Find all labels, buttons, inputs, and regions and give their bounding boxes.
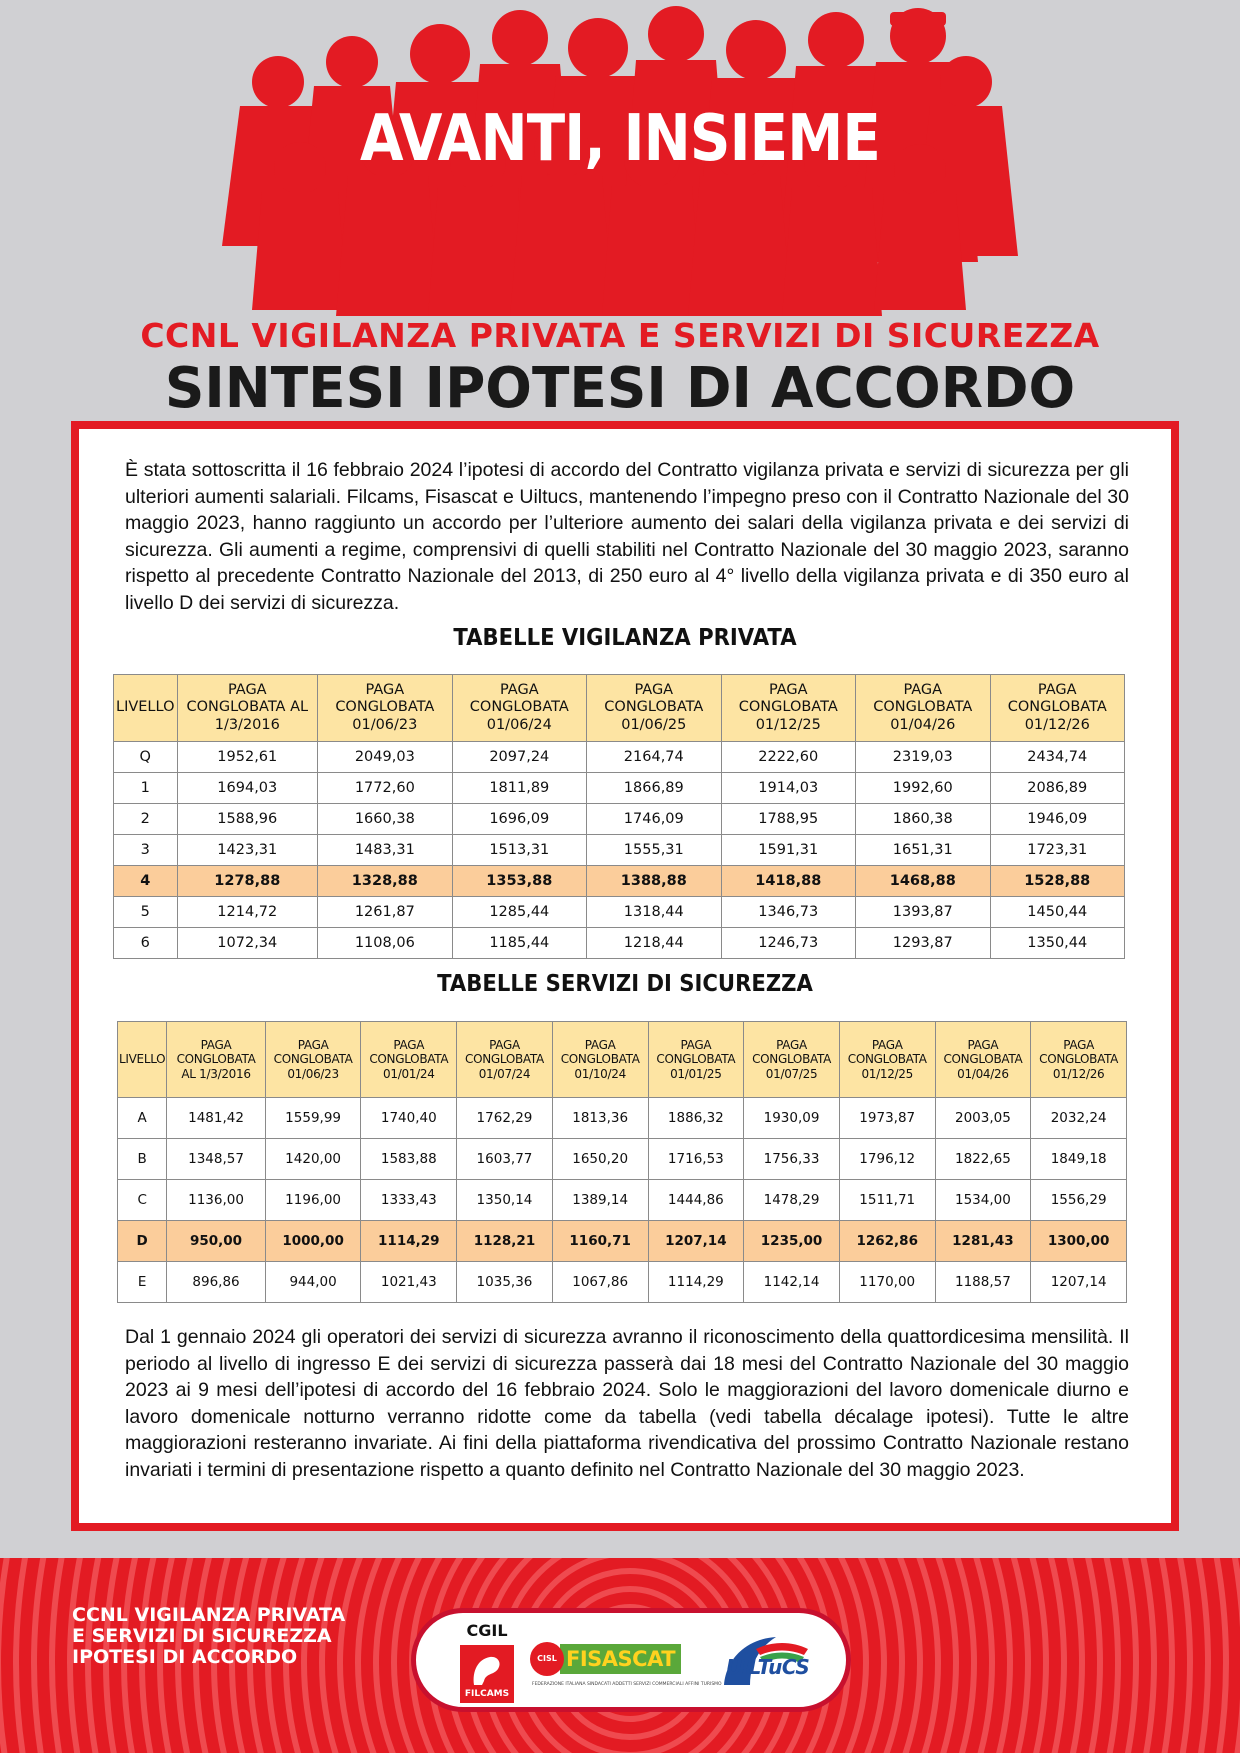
vigilanza-table-title: TABELLE VIGILANZA PRIVATA: [453, 625, 797, 651]
pay-cell: 1450,44: [990, 897, 1125, 928]
pay-cell: 1528,88: [990, 866, 1125, 897]
pay-cell: 1207,14: [1031, 1262, 1127, 1303]
pay-cell: 1511,71: [839, 1180, 935, 1221]
level-cell: E: [118, 1262, 167, 1303]
pay-cell: 1278,88: [177, 866, 318, 897]
column-header-livello: LIVELLO: [114, 675, 178, 742]
pay-cell: 1811,89: [452, 773, 586, 804]
pay-cell: 1350,14: [457, 1180, 553, 1221]
pay-cell: 1973,87: [839, 1098, 935, 1139]
level-cell: 6: [114, 928, 178, 959]
pay-cell: 1188,57: [935, 1262, 1031, 1303]
pay-cell: 1246,73: [721, 928, 855, 959]
level-cell: D: [118, 1221, 167, 1262]
pay-cell: 1281,43: [935, 1221, 1031, 1262]
pay-cell: 2032,24: [1031, 1098, 1127, 1139]
pay-cell: 944,00: [265, 1262, 361, 1303]
pay-cell: 1694,03: [177, 773, 318, 804]
table-row: [118, 1098, 1127, 1139]
pay-cell: 2086,89: [990, 773, 1125, 804]
figure-icon: [468, 1651, 506, 1687]
pay-cell: 1285,44: [452, 897, 586, 928]
pay-cell: 1483,31: [318, 835, 452, 866]
pay-cell: 1218,44: [587, 928, 721, 959]
pay-cell: 1318,44: [587, 897, 721, 928]
pay-cell: 1930,09: [744, 1098, 840, 1139]
pay-cell: 1660,38: [318, 804, 452, 835]
footer-caption: [72, 1605, 345, 1668]
table-header-row: [118, 1022, 1127, 1098]
highlighted-table-row: [114, 866, 1125, 897]
column-header-paga: PAGA CONGLOBATA 01/06/23: [265, 1022, 361, 1098]
table-row: [118, 1180, 1127, 1221]
pay-cell: 1185,44: [452, 928, 586, 959]
table-row: [114, 835, 1125, 866]
hero-banner: [0, 0, 1240, 330]
pay-cell: 1293,87: [856, 928, 990, 959]
column-header-paga: PAGA CONGLOBATA 01/10/24: [552, 1022, 648, 1098]
pay-cell: 1114,29: [361, 1221, 457, 1262]
pay-cell: 1583,88: [361, 1139, 457, 1180]
pay-cell: 1740,40: [361, 1098, 457, 1139]
pay-cell: 1328,88: [318, 866, 452, 897]
pay-cell: 1559,99: [265, 1098, 361, 1139]
pay-cell: 1142,14: [744, 1262, 840, 1303]
level-cell: 1: [114, 773, 178, 804]
pay-cell: 1108,06: [318, 928, 452, 959]
level-cell: B: [118, 1139, 167, 1180]
pay-cell: 1992,60: [856, 773, 990, 804]
column-header-paga: PAGA CONGLOBATA 01/04/26: [856, 675, 990, 742]
pay-cell: 1513,31: [452, 835, 586, 866]
table-header-row: [114, 675, 1125, 742]
pay-cell: 1418,88: [721, 866, 855, 897]
pay-cell: 1067,86: [552, 1262, 648, 1303]
pay-cell: 1946,09: [990, 804, 1125, 835]
pay-cell: 2003,05: [935, 1098, 1031, 1139]
level-cell: 2: [114, 804, 178, 835]
footer-band: [0, 1558, 1240, 1753]
servizi-table-title: TABELLE SERVIZI DI SICUREZZA: [437, 971, 813, 997]
pay-cell: 1261,87: [318, 897, 452, 928]
pay-cell: 2164,74: [587, 742, 721, 773]
uiltucs-logo: UILTuCS: [716, 1629, 826, 1697]
cgil-filcams-logo: CGIL FILCAMS: [454, 1621, 520, 1709]
pay-cell: 2097,24: [452, 742, 586, 773]
table-row: [114, 928, 1125, 959]
column-header-paga: PAGA CONGLOBATA 01/07/25: [744, 1022, 840, 1098]
column-header-paga: PAGA CONGLOBATA 01/12/25: [839, 1022, 935, 1098]
table-row: [118, 1139, 1127, 1180]
pay-cell: 1866,89: [587, 773, 721, 804]
servizi-table: [117, 1021, 1127, 1303]
column-header-paga: PAGA CONGLOBATA 01/07/24: [457, 1022, 553, 1098]
highlighted-table-row: [118, 1221, 1127, 1262]
pay-cell: 1772,60: [318, 773, 452, 804]
column-header-paga: PAGA CONGLOBATA AL 1/3/2016: [167, 1022, 265, 1098]
pay-cell: 1235,00: [744, 1221, 840, 1262]
pay-cell: 1849,18: [1031, 1139, 1127, 1180]
pay-cell: 1723,31: [990, 835, 1125, 866]
pay-cell: 1350,44: [990, 928, 1125, 959]
pay-cell: 1603,77: [457, 1139, 553, 1180]
slogan: AVANTI, INSIEME: [359, 102, 881, 176]
pay-cell: 1114,29: [648, 1262, 744, 1303]
pay-cell: 2319,03: [856, 742, 990, 773]
pay-cell: 896,86: [167, 1262, 265, 1303]
pay-cell: 1021,43: [361, 1262, 457, 1303]
footer-line: CCNL VIGILANZA PRIVATA: [72, 1604, 346, 1626]
pay-cell: 1262,86: [839, 1221, 935, 1262]
intro-paragraph: È stata sottoscritta il 16 febbraio 2024 l’ipotesi di accordo del Contratto vigilanza privata e servizi di sicurezza per gli ulteriori aumenti salariali. Filcams, Fisascat e Uiltucs, mantenendo l’impegno preso con il Contratto Nazionale del 30 maggio 2023, hanno raggiunto un accordo per l’ulteriore aumento dei salari della vigilanza privata e dei servizi di sicurezza. Gli aumenti a regime, comprensivi di quelli stabiliti nel Contratto Nazionale del 30 maggio 2023, saranno rispetto al precedente Contratto Nazionale del 2013, di 250 euro al 4° livello della vigilanza privata e di 350 euro al livello D dei servizi di sicurezza.: [125, 459, 1129, 614]
pay-cell: 1348,57: [167, 1139, 265, 1180]
pay-cell: 1762,29: [457, 1098, 553, 1139]
pay-cell: 1952,61: [177, 742, 318, 773]
pay-cell: 1591,31: [721, 835, 855, 866]
pay-cell: 1196,00: [265, 1180, 361, 1221]
pay-cell: 2434,74: [990, 742, 1125, 773]
column-header-livello: LIVELLO: [118, 1022, 167, 1098]
table-row: [114, 897, 1125, 928]
pay-cell: 1423,31: [177, 835, 318, 866]
level-cell: 5: [114, 897, 178, 928]
pay-cell: 1353,88: [452, 866, 586, 897]
pay-cell: 1556,29: [1031, 1180, 1127, 1221]
pay-cell: 1420,00: [265, 1139, 361, 1180]
pay-cell: 1333,43: [361, 1180, 457, 1221]
pay-cell: 1478,29: [744, 1180, 840, 1221]
pay-cell: 1650,20: [552, 1139, 648, 1180]
fisascat-logo: FISASCAT CISL FEDERAZIONE ITALIANA SINDACATI ADDETTI SERVIZI COMMERCIALI AFFINI TURISMO: [530, 1638, 700, 1698]
pay-cell: 1072,34: [177, 928, 318, 959]
pay-cell: 1822,65: [935, 1139, 1031, 1180]
footer-line: E SERVIZI DI SICUREZZA: [72, 1625, 332, 1647]
pay-cell: 1136,00: [167, 1180, 265, 1221]
pay-cell: 1444,86: [648, 1180, 744, 1221]
table-row: [114, 773, 1125, 804]
pay-cell: 1481,42: [167, 1098, 265, 1139]
level-cell: Q: [114, 742, 178, 773]
level-cell: C: [118, 1180, 167, 1221]
pay-cell: 1388,88: [587, 866, 721, 897]
pay-cell: 1716,53: [648, 1139, 744, 1180]
level-cell: A: [118, 1098, 167, 1139]
pay-cell: 1214,72: [177, 897, 318, 928]
pay-cell: 1534,00: [935, 1180, 1031, 1221]
column-header-paga: PAGA CONGLOBATA 01/06/25: [587, 675, 721, 742]
column-header-paga: PAGA CONGLOBATA 01/12/25: [721, 675, 855, 742]
column-header-paga: PAGA CONGLOBATA 01/06/23: [318, 675, 452, 742]
pay-cell: 1128,21: [457, 1221, 553, 1262]
table-row: [114, 742, 1125, 773]
column-header-paga: PAGA CONGLOBATA 01/06/24: [452, 675, 586, 742]
content-panel: [71, 421, 1179, 1531]
pay-cell: 1207,14: [648, 1221, 744, 1262]
column-header-paga: PAGA CONGLOBATA 01/01/24: [361, 1022, 457, 1098]
pay-cell: 1588,96: [177, 804, 318, 835]
pay-cell: 1651,31: [856, 835, 990, 866]
column-header-paga: PAGA CONGLOBATA 01/12/26: [990, 675, 1125, 742]
page-title: SINTESI IPOTESI DI ACCORDO: [164, 356, 1076, 421]
pay-cell: 950,00: [167, 1221, 265, 1262]
pay-cell: 2222,60: [721, 742, 855, 773]
pay-cell: 1160,71: [552, 1221, 648, 1262]
table-row: [118, 1262, 1127, 1303]
column-header-paga: PAGA CONGLOBATA 01/04/26: [935, 1022, 1031, 1098]
pay-cell: 1035,36: [457, 1262, 553, 1303]
pay-cell: 1796,12: [839, 1139, 935, 1180]
pay-cell: 1788,95: [721, 804, 855, 835]
pay-cell: 1756,33: [744, 1139, 840, 1180]
pay-cell: 1300,00: [1031, 1221, 1127, 1262]
pay-cell: 1000,00: [265, 1221, 361, 1262]
pay-cell: 1813,36: [552, 1098, 648, 1139]
pay-cell: 1468,88: [856, 866, 990, 897]
union-logos: [411, 1608, 851, 1712]
pay-cell: 1886,32: [648, 1098, 744, 1139]
pay-cell: 2049,03: [318, 742, 452, 773]
table-row: [114, 804, 1125, 835]
pay-cell: 1346,73: [721, 897, 855, 928]
pay-cell: 1696,09: [452, 804, 586, 835]
pay-cell: 1170,00: [839, 1262, 935, 1303]
level-cell: 4: [114, 866, 178, 897]
pay-cell: 1389,14: [552, 1180, 648, 1221]
vigilanza-table: [113, 674, 1125, 959]
level-cell: 3: [114, 835, 178, 866]
column-header-paga: PAGA CONGLOBATA AL 1/3/2016: [177, 675, 318, 742]
pay-cell: 1393,87: [856, 897, 990, 928]
closing-paragraph: Dal 1 gennaio 2024 gli operatori dei servizi di sicurezza avranno il riconoscimento della quattordicesima mensilità. Il periodo al livello di ingresso E dei servizi di sicurezza passerà dai 18 mesi del Contratto Nazionale del 30 maggio 2023 ai 9 mesi dell’ipotesi di accordo del 16 febbraio 2024. Solo le maggiorazioni del lavoro domenicale diurno e lavoro domenicale notturno verranno ridotte come da tabella (vedi tabella décalage ipotesi). Tutte le altre maggiorazioni resteranno invariate. Ai fini della piattaforma rivendicativa del prossimo Contratto Nazionale restano invariati i termini di presentazione rispetto a quanto definito nel Contratto Nazionale del 30 maggio 2023.: [125, 1326, 1129, 1481]
column-header-paga: PAGA CONGLOBATA 01/01/25: [648, 1022, 744, 1098]
pay-cell: 1746,09: [587, 804, 721, 835]
column-header-paga: PAGA CONGLOBATA 01/12/26: [1031, 1022, 1127, 1098]
pay-cell: 1860,38: [856, 804, 990, 835]
subtitle: CCNL VIGILANZA PRIVATA E SERVIZI DI SICUREZZA: [140, 316, 1100, 355]
footer-line: IPOTESI DI ACCORDO: [72, 1646, 298, 1668]
pay-cell: 1555,31: [587, 835, 721, 866]
pay-cell: 1914,03: [721, 773, 855, 804]
